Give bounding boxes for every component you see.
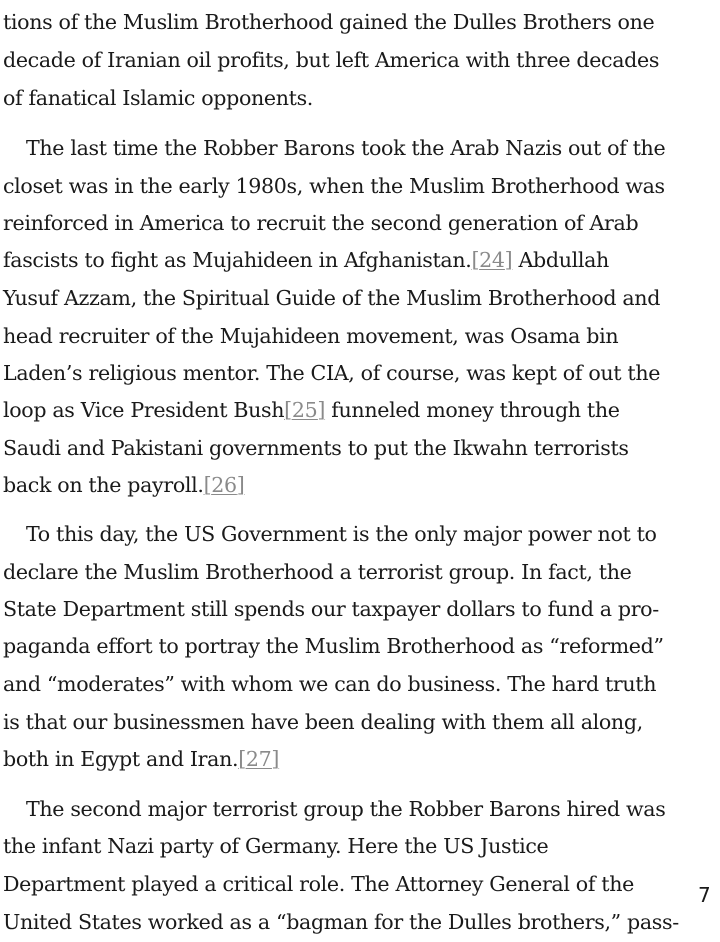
text-line: Laden’s religious mentor. The CIA, of course, was kept of out the [3,361,661,385]
text-line [3,247,609,273]
text-line: The second major terrorist group the Robber Barons hired was [26,797,666,821]
text-line: State Department still spends our taxpayer dollars to fund a pro- [3,597,659,621]
text-run: both in Egypt and Iran. [3,747,239,771]
text-line [3,397,620,423]
text-run: loop as Vice President Bush [3,398,285,422]
footnote-link-27[interactable]: [ 27 ] [238,747,279,771]
text-line: paganda effort to portray the Muslim Brotherhood as “reformed” [3,634,664,658]
text-line: To this day, the US Government is the only major power not to [26,522,657,546]
text-run: back on the payroll. [3,473,204,497]
text-line: reinforced in America to recruit the second generation of Arab [3,211,639,235]
text-run: fascists to fight as Mujahideen in Afghanistan. [3,248,472,272]
text-line [3,746,279,772]
text-line: is that our businessmen have been dealing with them all along, [3,710,643,734]
text-line: The last time the Robber Barons took the Arab Nazis out of the [26,136,666,160]
text-line: and “moderates” with whom we can do business. The hard truth [3,672,657,696]
text-line: closet was in the early 1980s, when the Muslim Brotherhood was [3,174,665,198]
footnote-link-26[interactable]: [ 26 ] [204,473,245,497]
text-line: United States worked as a “bagman for the Dulles brothers,” pass- [3,910,679,934]
page-number: 7 [698,883,711,907]
text-line: tions of the Muslim Brotherhood gained the Dulles Brothers one [3,10,655,34]
text-line: Yusuf Azzam, the Spiritual Guide of the Muslim Brotherhood and [3,286,661,310]
text-run: Abdullah [512,248,609,272]
text-run: funneled money through the [325,398,620,422]
footnote-link-24[interactable]: [ 24 ] [471,248,512,272]
text-line: decade of Iranian oil profits, but left America with three decades [3,48,660,72]
text-line: the infant Nazi party of Germany. Here the US Justice [3,834,549,858]
text-line: Saudi and Pakistani governments to put the Ikwahn terrorists [3,436,629,460]
text-line: head recruiter of the Mujahideen movement, was Osama bin [3,324,619,348]
text-line: Department played a critical role. The Attorney General of the [3,872,634,896]
text-line [3,472,244,498]
footnote-link-25[interactable]: [ 25 ] [284,398,325,422]
text-line: declare the Muslim Brotherhood a terrorist group. In fact, the [3,560,632,584]
text-line: of fanatical Islamic opponents. [3,86,313,110]
